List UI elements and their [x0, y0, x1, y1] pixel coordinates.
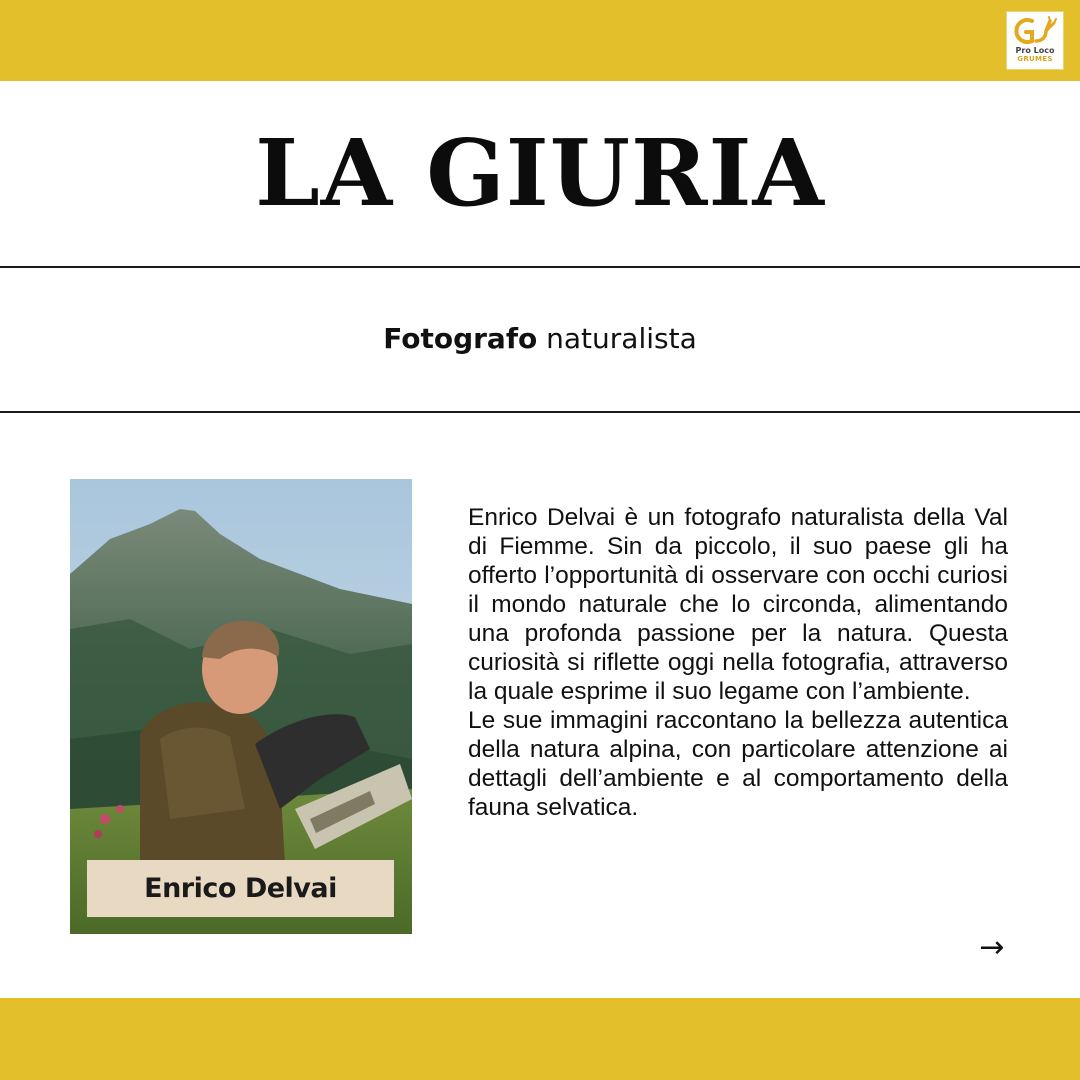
next-arrow-icon[interactable]: → [979, 930, 1005, 965]
divider-bottom [0, 411, 1080, 413]
top-band [0, 0, 1080, 81]
logo-text-line2: GRUMES [1017, 55, 1053, 63]
bio-paragraph-1: Enrico Delvai è un fotografo naturalista della Val di Fiemme. Sin da piccolo, il suo paese gli ha offerto l’opportunità di osservare con occhi curiosi il mondo naturale che lo circonda, alimentando una profonda passione per la natura. Questa curiosità si riflette oggi nella fotografia, attraverso la quale esprime il suo legame con l’ambiente. [468, 504, 1008, 705]
juror-bio [468, 503, 1008, 822]
juror-role [0, 321, 1080, 357]
juror-photo [70, 479, 412, 934]
juror-name: Enrico Delvai [144, 873, 337, 904]
snail-logo-icon [1012, 15, 1058, 45]
bottom-band [0, 998, 1080, 1080]
bio-paragraph-2: Le sue immagini raccontano la bellezza autentica della natura alpina, con particolare attenzione ai dettagli dell’ambiente e al comportamento della fauna selvatica. [468, 707, 1008, 821]
pro-loco-logo [1006, 11, 1064, 70]
juror-role-bold: Fotografo [383, 322, 538, 355]
page-title: LA GIURIA [255, 119, 825, 227]
logo-text-line1: Pro Loco [1015, 46, 1055, 55]
divider-top [0, 266, 1080, 268]
juror-role-regular: naturalista [546, 322, 697, 355]
juror-name-box [87, 860, 394, 917]
